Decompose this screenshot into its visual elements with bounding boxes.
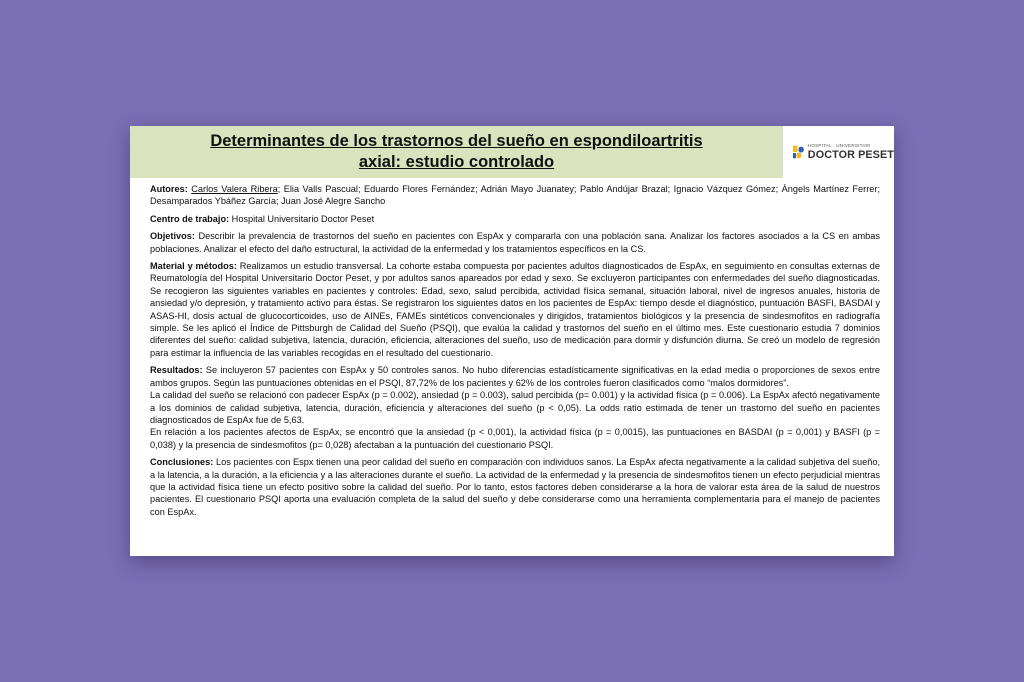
autores-label: Autores: [150, 184, 188, 194]
poster-title [130, 131, 783, 173]
metodos-text: Realizamos un estudio transversal. La cohorte estaba compuesta por pacientes adultos diagnosticados de EspAx, en seguimiento en consultas externas de Reumatología del Hospital Universitario Doctor Peset, y por adultos sanos apareados por edad y sexo. Se excluyeron participantes con enfermedades del sueño diagnosticadas. Se recogieron las siguientes variables en pacientes y controles: Edad, sexo, salud percibida, actividad física semanal, situación laboral, nivel de ingresos anuales, historia de ansiedad y/o depresión, y tratamiento activo para éstas. Se registraron los siguientes datos en los pacientes de EspAx: tiempo desde el diagnóstico, puntuación BASFI, BASDAI y ASAS-HI, dosis actual de glucocorticoides, uso de AINEs, FAMEs sintéticos convencionales y dirigidos, tratamientos biológicos y la presencia de sindesmofitos en radiografía simple. Se les aplicó el Índice de Pittsburgh de Calidad del Sueño (PSQI), que evalúa la calidad y trastornos del sueño en el último mes. Este cuestionario estudia 7 dominios diferentes del sueño: calidad subjetiva, latencia, duración, eficiencia, alteraciones del sueño, uso de medicación para dormir y disfunción diurna. Se creó un modelo de regresión para estimar la influencia de las variables recogidas en el resultado del cuestionario. [150, 261, 880, 358]
hospital-logo-icon [792, 137, 805, 167]
centro-label: Centro de trabajo: [150, 213, 230, 224]
poster-card [130, 126, 894, 556]
objetivos-section [150, 230, 880, 255]
objetivos-label: Objetivos: [150, 231, 195, 242]
conclusiones-text: Los pacientes con Espx tienen una peor calidad del sueño en comparación con individuos sanos. La EspAx afecta negativamente a la calidad subjetiva del sueño, a la latencia, a la duración, a la eficiencia y a las alteraciones durante el sueño. La actividad de la enfermedad y la presencia de sindesmofitos tienen un efecto perjudicial mientras que la actividad física tiene un efecto positivo sobre la calidad del sueño. Por lo tanto, estos factores deben considerarse a la hora de valorar esta área de la salud de nuestros pacientes. El cuestionario PSQI aporta una evaluación completa de la salud del sueño y debe considerarse como una herramienta complementaria para el manejo de pacientes con EspAx. [150, 457, 880, 517]
conclusiones-section [150, 456, 880, 518]
logo-caption: HOSPITAL · UNIVERSITARI [807, 143, 871, 148]
resultados-label: Resultados: [150, 365, 203, 376]
autores-section [150, 183, 880, 208]
first-author: Carlos Valera Ribera [191, 184, 278, 194]
autores-list: ; Elia Valls Pascual; Eduardo Flores Fernández; Adrián Mayo Juanatey; Pablo Andújar Brazal; Ignacio Vázquez Gómez; Àngels Martínez Ferrer; Desamparados Ybáñez García; Juan José Alegre Sancho [150, 184, 880, 207]
title-line-2: axial: estudio controlado [358, 153, 555, 171]
title-banner [130, 126, 783, 178]
centro-text: Hospital Universitario Doctor Peset [229, 213, 375, 224]
resultados-text-2: La calidad del sueño se relacionó con padecer EspAx (p = 0.002), ansiedad (p = 0.003), salud percibida (p= 0.001) y la actividad física (p = 0.006). La EspAx afectó negativamente a los dominios de calidad subjetiva, latencia, duración, eficiencia y alteraciones del sueño (p < 0,05). La odds ratio estimada de tener un trastorno del sueño en pacientes diagnosticados de EspAx fue de 5,63. [150, 390, 880, 425]
metodos-label: Material y métodos: [150, 261, 237, 272]
metodos-section [150, 260, 880, 359]
resultados-section [150, 364, 880, 451]
centro-section [150, 213, 880, 225]
abstract-body [150, 183, 880, 523]
resultados-text-1: Se incluyeron 57 pacientes con EspAx y 50 controles sanos. No hubo diferencias estadísticamente significativas en la edad media o proporciones de sexos entre ambos grupos. Según las puntuaciones obtenidas en el PSQI, 87,72% de los pacientes y 62% de los controles fueron clasificados como “malos dormidores”. [150, 365, 880, 388]
title-line-1: Determinantes de los trastornos del sueño en espondiloartritis [210, 132, 703, 150]
resultados-text-3: En relación a los pacientes afectos de EspAx, se encontró que la ansiedad (p < 0,001), la actividad física (p = 0,0015), las puntuaciones en BASDAI (p = 0,001) y BASFI (p = 0,038) y la presencia de sindesmofitos (p= 0,028) afectaban a la puntuación del cuestionario PSQI. [150, 427, 880, 450]
conclusiones-label: Conclusiones: [150, 457, 214, 468]
logo-name: DOCTOR PESET [807, 149, 894, 161]
objetivos-text: Describir la prevalencia de trastornos del sueño en pacientes con EspAx y compararla con una población sana. Analizar los factores asociados a la CS en ambas poblaciones. Analizar el efecto del daño estructural, la actividad de la enfermedad y los tratamientos específicos en la CS. [150, 231, 880, 254]
hospital-logo [790, 130, 894, 174]
